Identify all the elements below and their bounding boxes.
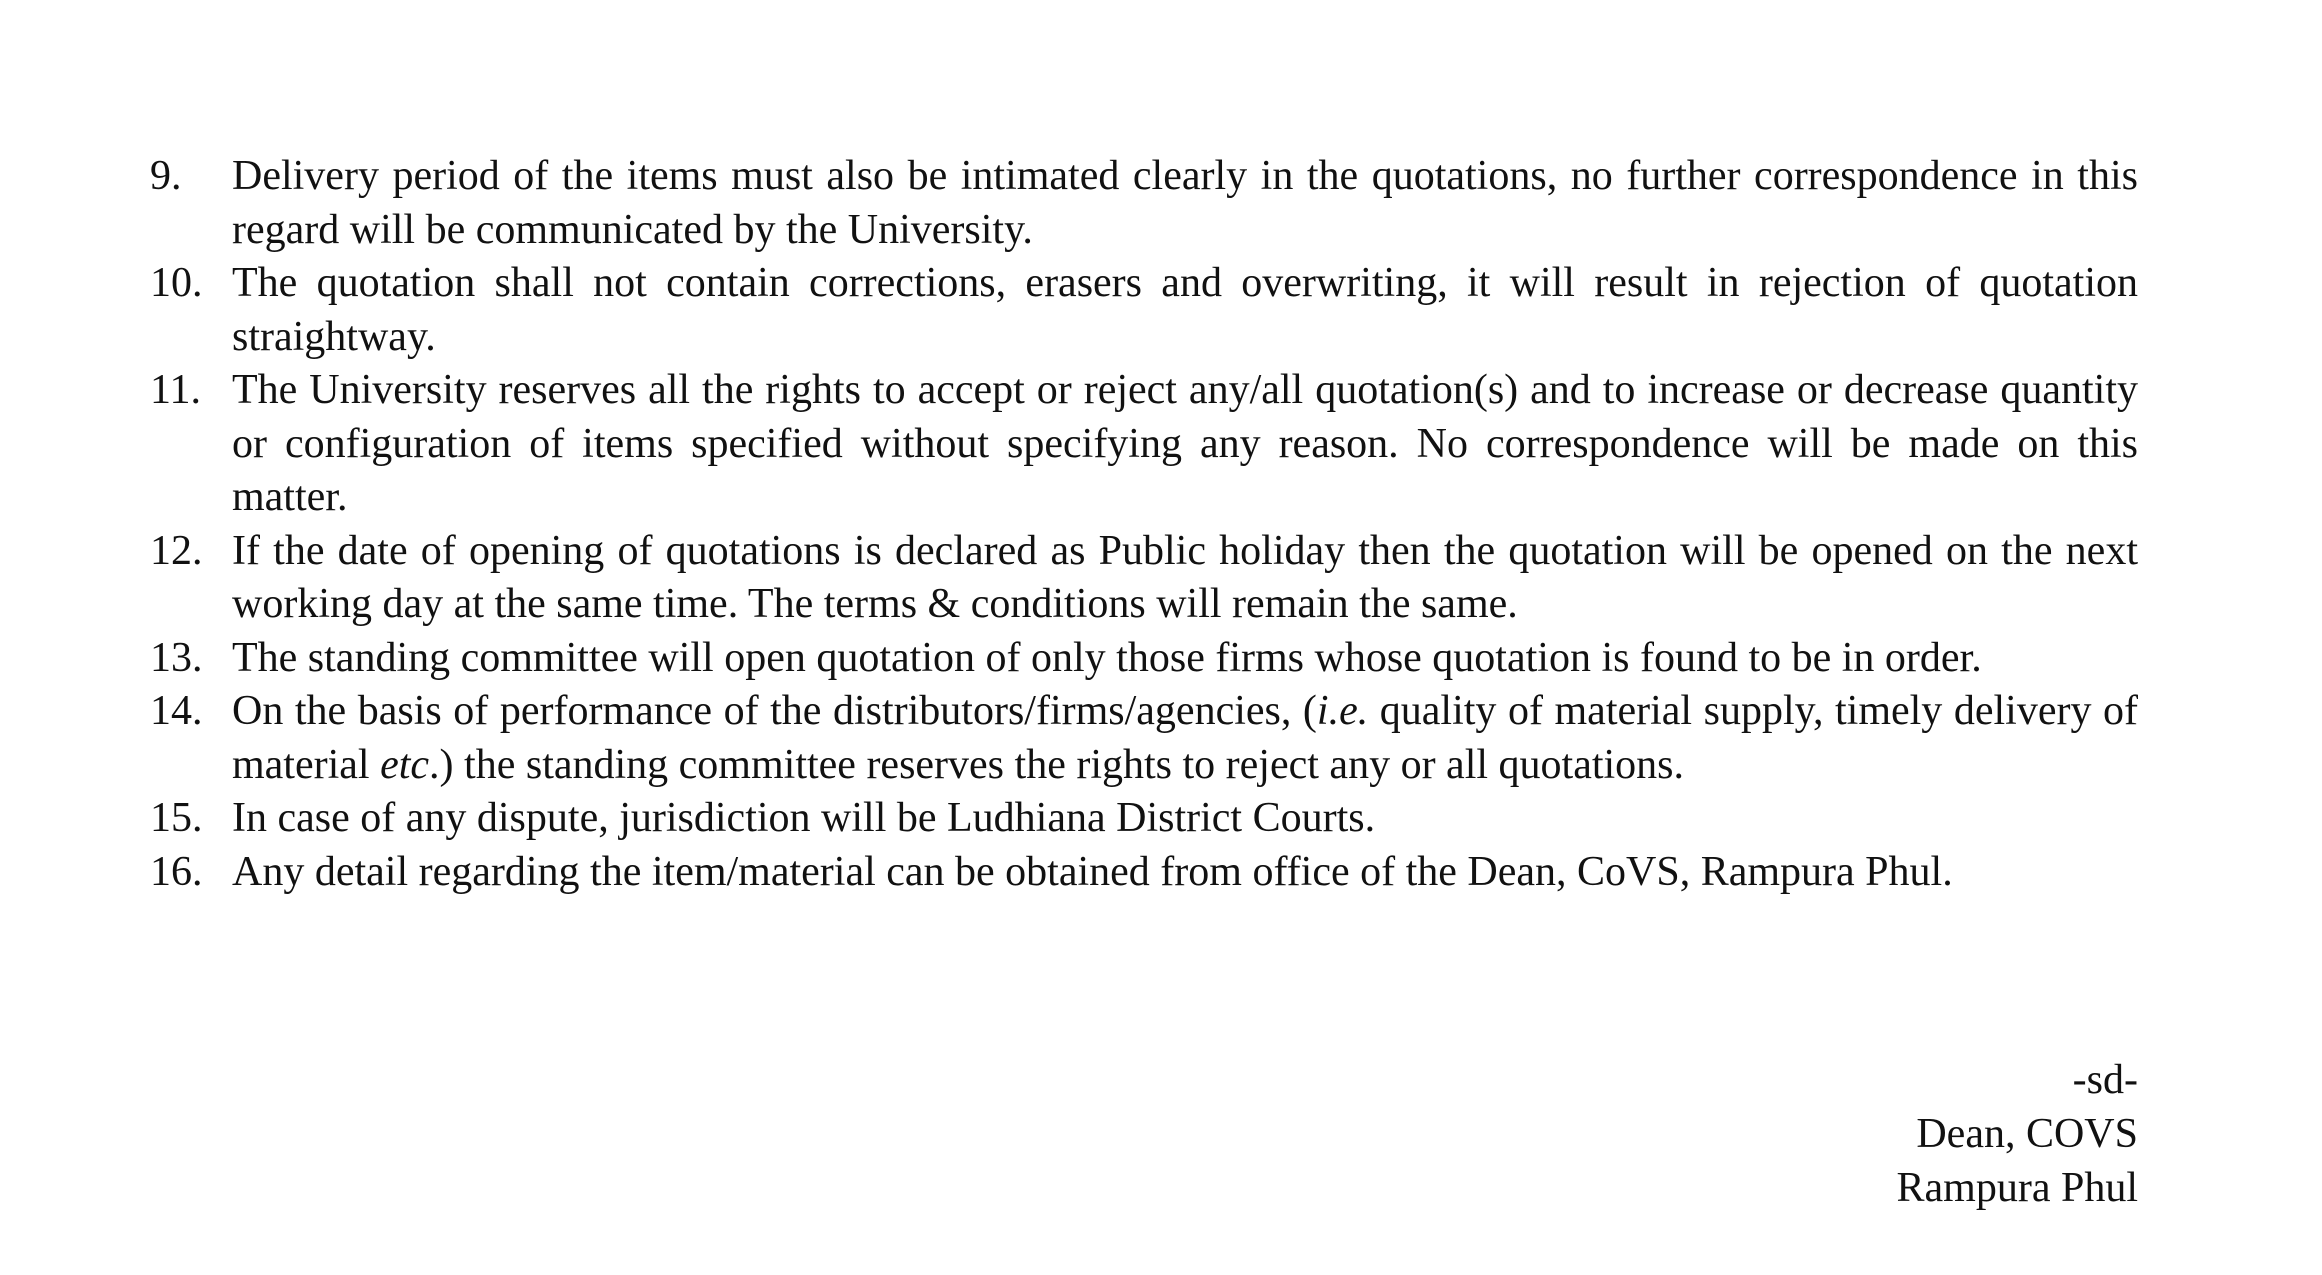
- term-text: [232, 260, 2138, 360]
- term-text: [232, 528, 2138, 628]
- term-text-segment: If the date of opening of quotations is declared as Public holiday then the quotation will be opened on the next working day at the same time. The terms & conditions will remain the same.: [232, 527, 2138, 627]
- term-text: [232, 635, 1982, 681]
- term-item: [150, 685, 2138, 792]
- term-text-segment: The standing committee will open quotation of only those firms whose quotation is found to be in order.: [232, 634, 1982, 681]
- term-text: [232, 849, 1953, 895]
- term-text-segment: quality of material supply, timely delivery of material: [232, 688, 2138, 788]
- term-number: 15.: [150, 795, 203, 841]
- term-item: [150, 257, 2138, 364]
- term-text-italic: etc: [380, 741, 430, 788]
- term-number: 16.: [150, 848, 203, 895]
- term-text-segment: The University reserves all the rights to accept or reject any/all quotation(s) and to increase or decrease quantity or configuration of items specified without specifying any reason. No correspondence will be made on this matter.: [232, 367, 2138, 520]
- term-item: [150, 364, 2138, 525]
- term-number: 14.: [150, 688, 203, 734]
- terms-list: [150, 150, 2138, 899]
- signature-mark: -sd-: [2072, 1057, 2138, 1103]
- signatory-designation: Dean, COVS: [1916, 1111, 2138, 1157]
- term-number: 12.: [150, 527, 203, 574]
- term-text: [232, 795, 1375, 841]
- term-text-segment: On the basis of performance of the distributors/firms/agencies, (: [232, 688, 1317, 734]
- term-item: [150, 525, 2138, 632]
- term-text-segment: Delivery period of the items must also be intimated clearly in the quotations, no further correspondence in this regard will be communicated by the University.: [232, 153, 2138, 253]
- term-text-segment: Any detail regarding the item/material can be obtained from office of the Dean, CoVS, Rampura Phul.: [232, 848, 1953, 895]
- term-number: 13.: [150, 634, 203, 681]
- signatory-place: Rampura Phul: [1896, 1165, 2138, 1211]
- term-text-segment: The quotation shall not contain corrections, erasers and overwriting, it will result in rejection of quotation straightway.: [232, 260, 2138, 360]
- term-item: [150, 846, 2138, 900]
- term-text-segment: In case of any dispute, jurisdiction will be Ludhiana District Courts.: [232, 795, 1376, 841]
- term-item: [150, 632, 2138, 686]
- term-text: [232, 688, 2138, 788]
- term-number: 10.: [150, 260, 203, 306]
- signature-block: [1897, 1053, 2138, 1215]
- term-item: [150, 792, 2138, 846]
- term-number: 9.: [150, 153, 182, 199]
- term-text: [232, 367, 2138, 520]
- term-number: 11.: [150, 367, 201, 413]
- term-text: [232, 153, 2138, 253]
- term-text-segment: .) the standing committee reserves the rights to reject any or all quotations.: [429, 741, 1685, 788]
- term-item: [150, 150, 2138, 257]
- term-text-italic: i.e.: [1316, 688, 1369, 734]
